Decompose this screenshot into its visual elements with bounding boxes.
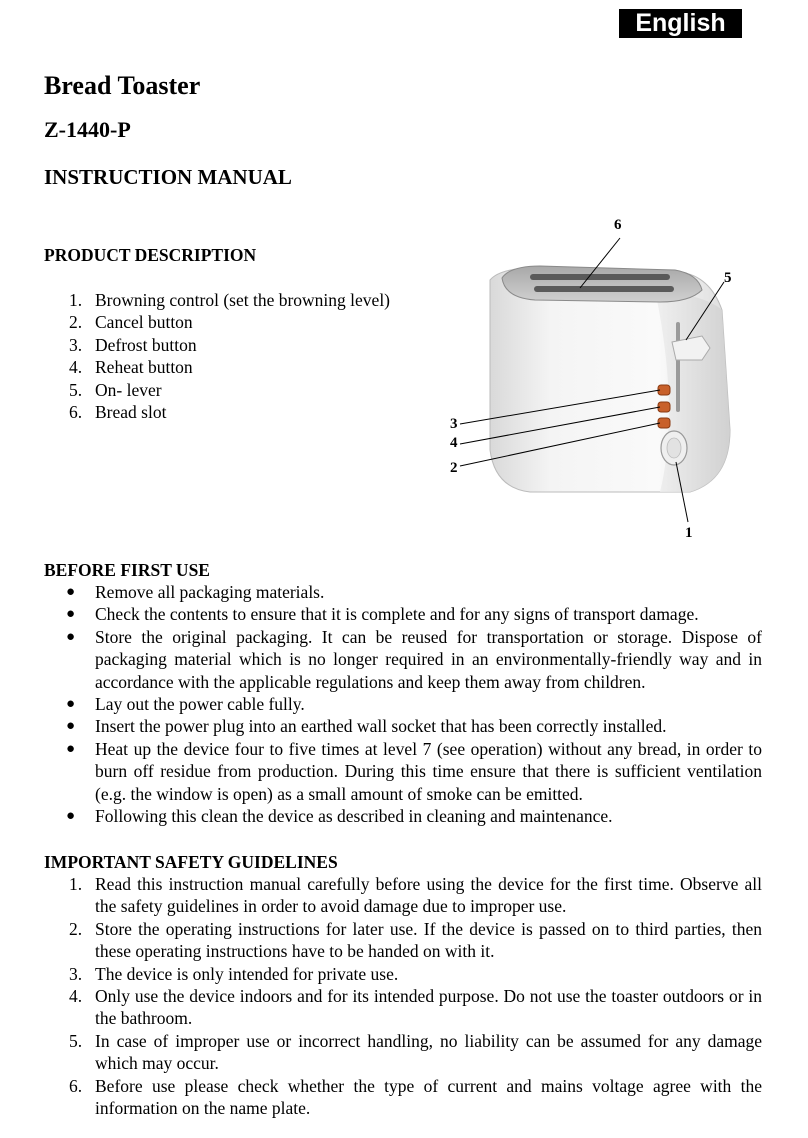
before-first-use-list xyxy=(44,581,762,827)
manual-subtitle: INSTRUCTION MANUAL xyxy=(44,165,292,189)
callout-label: 2 xyxy=(450,460,458,476)
bullet-icon: ● xyxy=(66,628,76,645)
bullet-icon: ● xyxy=(66,808,76,825)
list-item: ● Remove all packaging materials. xyxy=(66,582,325,602)
list-item: 5. On- lever xyxy=(69,379,162,400)
bread-slot-icon xyxy=(530,274,670,280)
before-first-use-heading: BEFORE FIRST USE xyxy=(44,560,210,580)
toaster-top xyxy=(502,266,702,302)
list-item: ● Lay out the power cable fully. xyxy=(66,694,305,715)
document-title: Bread Toaster xyxy=(44,71,201,100)
list-item: 4. Only use the device indoors and for its intended purpose. Do not use the toaster outdoors or in the bathroom. xyxy=(69,986,762,1029)
bullet-icon: ● xyxy=(66,696,76,713)
list-item: 6. Before use please check whether the type of current and mains voltage agree with the information on the name plate. xyxy=(69,1075,762,1119)
safety-list xyxy=(44,873,762,1119)
list-item: 1. Browning control (set the browning level) xyxy=(69,290,391,310)
list-item: ● Following this clean the device as described in cleaning and maintenance. xyxy=(66,806,613,827)
list-item: ● Check the contents to ensure that it is complete and for any signs of transport damage. xyxy=(66,604,699,625)
bread-slot-icon xyxy=(534,286,674,292)
list-item: 2. Cancel button xyxy=(69,312,193,333)
bullet-icon: ● xyxy=(66,718,76,735)
callout-label: 5 xyxy=(724,270,732,286)
language-badge: English xyxy=(619,9,742,38)
list-item: 4. Reheat button xyxy=(69,357,193,378)
list-item: 1. Read this instruction manual carefully before using the device for the first time. Observe all the safety guidelines in order to avoid damage due to improper use. xyxy=(69,874,762,917)
list-item: 6. Bread slot xyxy=(69,402,167,423)
list-item: 3. The device is only intended for private use. xyxy=(69,963,399,984)
list-item: 2. Store the operating instructions for later use. If the device is passed on to third parties, then these operating instructions have to be handed on with it. xyxy=(69,918,762,962)
safety-heading: IMPORTANT SAFETY GUIDELINES xyxy=(44,852,338,872)
bullet-icon: ● xyxy=(66,606,76,623)
model-number: Z-1440-P xyxy=(44,117,131,142)
product-description-list xyxy=(44,289,444,423)
callout-label: 6 xyxy=(614,217,622,233)
lever-track xyxy=(676,322,680,412)
list-item: ● Heat up the device four to five times at level 7 (see operation) without any bread, in order to burn off residue from production. During this time ensure that there is sufficient ventilation (e.g. the window is open) as a small amount of smoke can be emitted. xyxy=(66,738,762,804)
bullet-icon: ● xyxy=(66,584,76,600)
callout-label: 1 xyxy=(685,525,693,541)
toaster-figure xyxy=(440,210,770,550)
list-item: 5. In case of improper use or incorrect handling, no liability can be assumed for any damage which may occur. xyxy=(69,1030,762,1074)
callout-label: 3 xyxy=(450,416,458,432)
product-description-heading: PRODUCT DESCRIPTION xyxy=(44,245,257,265)
list-item: 3. Defrost button xyxy=(69,334,197,355)
bullet-icon: ● xyxy=(66,740,76,757)
toaster-illustration xyxy=(440,210,770,550)
list-item: ● Store the original packaging. It can be reused for transportation or storage. Dispose of packaging material which is no longer required in an environmentally-friendly way and in accordance with the applicable regulations and keep them away from children. xyxy=(66,626,762,692)
list-item: ● Insert the power plug into an earthed wall socket that has been correctly installed. xyxy=(66,716,667,737)
callout-label: 4 xyxy=(450,435,458,451)
